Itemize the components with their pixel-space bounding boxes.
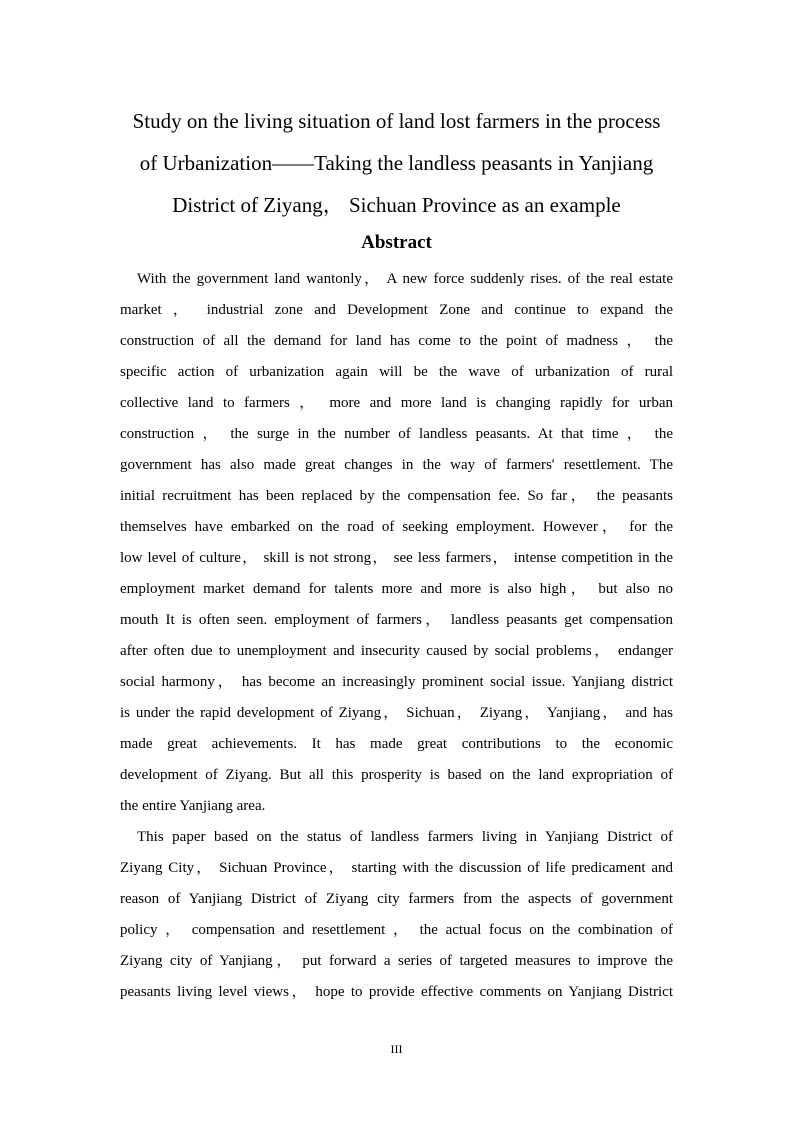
title-line: Study on the living situation of land lost farmers in the process	[132, 109, 661, 133]
abstract-body	[120, 264, 673, 1008]
text-line: government has also made great changes in the way of farmers' resettlement. The	[120, 457, 673, 473]
abstract-paragraph	[120, 264, 673, 822]
text-line: low level of culture， skill is not strong， see less farmers， intense competition in the	[120, 550, 673, 566]
text-line: themselves have embarked on the road of seeking employment. However， for the	[120, 519, 673, 535]
text-line: the entire Yanjiang area.	[120, 798, 266, 814]
text-line: reason of Yanjiang District of Ziyang city farmers from the aspects of government	[120, 891, 673, 907]
text-line: development of Ziyang. But all this prosperity is based on the land expropriation of	[120, 767, 673, 783]
text-line: construction of all the demand for land has come to the point of madness ， the	[120, 333, 673, 349]
title-line: District of Ziyang， Sichuan Province as an example	[172, 193, 621, 217]
text-line: social harmony， has become an increasingly prominent social issue. Yanjiang district	[120, 674, 673, 690]
abstract-paragraph	[120, 822, 673, 1008]
text-line: is under the rapid development of Ziyang， Sichuan， Ziyang， Yanjiang， and has	[120, 705, 673, 721]
abstract-heading: Abstract	[361, 232, 432, 253]
text-line: peasants living level views， hope to provide effective comments on Yanjiang District	[120, 984, 673, 1000]
text-line: This paper based on the status of landless farmers living in Yanjiang District of	[137, 829, 673, 845]
text-line: market ， industrial zone and Development Zone and continue to expand the	[120, 302, 673, 318]
text-line: Ziyang City， Sichuan Province， starting with the discussion of life predicament and	[120, 860, 673, 876]
text-line: made great achievements. It has made great contributions to the economic	[120, 736, 673, 752]
text-line: policy ， compensation and resettlement ， the actual focus on the combination of	[120, 922, 673, 938]
text-line: collective land to farmers ， more and more land is changing rapidly for urban	[120, 395, 673, 411]
text-line: initial recruitment has been replaced by the compensation fee. So far， the peasants	[120, 488, 673, 504]
paper-title	[110, 100, 683, 226]
text-line: Ziyang city of Yanjiang， put forward a series of targeted measures to improve the	[120, 953, 673, 969]
text-line: specific action of urbanization again will be the wave of urbanization of rural	[120, 364, 673, 380]
page-number: III	[390, 1042, 403, 1056]
title-line: of Urbanization——Taking the landless peasants in Yanjiang	[139, 151, 654, 175]
text-line: With the government land wantonly， A new force suddenly rises. of the real estate	[137, 271, 673, 287]
text-line: mouth It is often seen. employment of farmers， landless peasants get compensation	[120, 612, 673, 628]
text-line: after often due to unemployment and insecurity caused by social problems， endanger	[120, 643, 673, 659]
text-line: employment market demand for talents more and more is also high， but also no	[120, 581, 673, 597]
text-line: construction ， the surge in the number of landless peasants. At that time ， the	[120, 426, 673, 442]
